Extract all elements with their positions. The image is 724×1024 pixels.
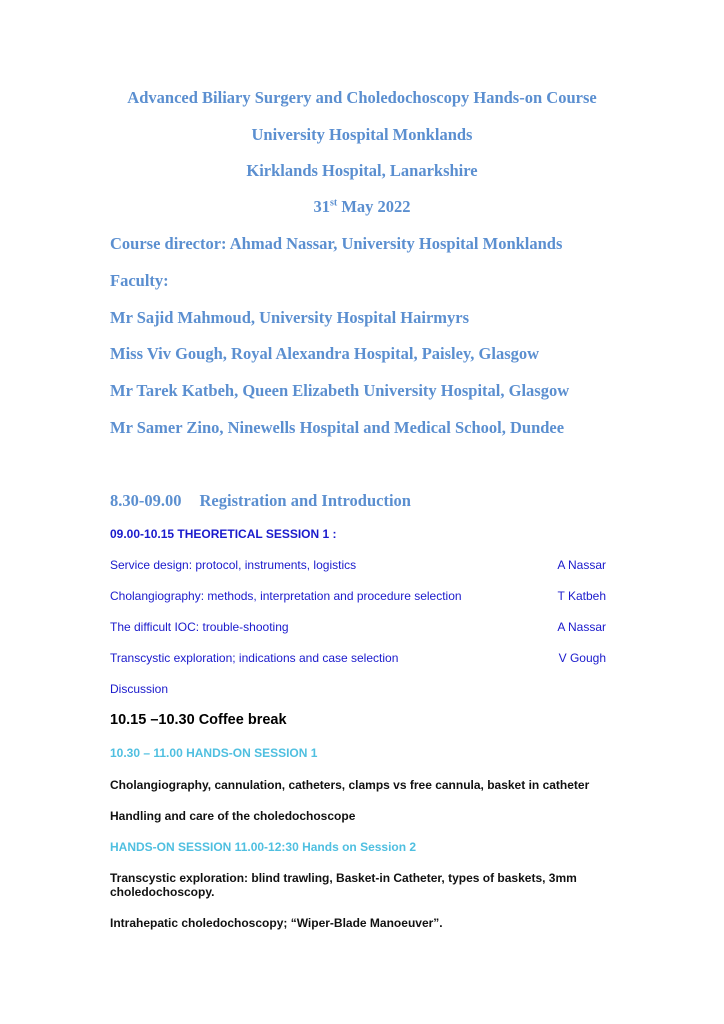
hands-on-2-item: Transcystic exploration: blind trawling, Basket-in Catheter, types of baskets, 3mm	[110, 871, 577, 885]
hands-on-2-item: Intrahepatic choledochoscopy; “Wiper-Blade Manoeuver”.	[110, 916, 443, 930]
date-suffix: st	[329, 197, 338, 209]
theory-speaker: V Gough	[558, 651, 606, 665]
theory-topic: Transcystic exploration; indications and case selection	[110, 651, 399, 665]
theory-topic: Discussion	[110, 682, 169, 696]
hands-on-1-item: Cholangiography, cannulation, catheters, clamps vs free cannula, basket in catheter	[110, 778, 590, 792]
hands-on-2-heading: HANDS-ON SESSION 11.00-12:30 Hands on Session 2	[110, 840, 417, 854]
theory-speaker: T Katbeh	[557, 589, 606, 603]
registration-time: 8.30-09.00	[110, 491, 182, 510]
theory-speaker: A Nassar	[557, 558, 606, 572]
course-title: Advanced Biliary Surgery and Choledochoscopy Hands-on Course	[127, 88, 597, 107]
course-date	[0, 197, 724, 217]
faculty-member: Mr Tarek Katbeh, Queen Elizabeth University Hospital, Glasgow	[110, 381, 570, 400]
hands-on-1-heading: 10.30 – 11.00 HANDS-ON SESSION 1	[110, 746, 318, 760]
date-rest: May 2022	[337, 197, 411, 216]
theory-topic: Service design: protocol, instruments, logistics	[110, 558, 357, 572]
theory-speaker: A Nassar	[557, 620, 606, 634]
theory-topic: The difficult IOC: trouble-shooting	[110, 620, 289, 634]
registration-row	[110, 491, 411, 511]
theory-session-heading: 09.00-10.15 THEORETICAL SESSION 1 :	[110, 527, 337, 541]
host-hospital: University Hospital Monklands	[251, 125, 473, 144]
venue: Kirklands Hospital, Lanarkshire	[246, 161, 478, 180]
hands-on-2-item-cont: choledochoscopy.	[110, 885, 215, 899]
registration-label: Registration and Introduction	[199, 491, 411, 510]
theory-topic: Cholangiography: methods, interpretation and procedure selection	[110, 589, 462, 603]
faculty-label: Faculty:	[110, 271, 169, 290]
course-director: Course director: Ahmad Nassar, University Hospital Monklands	[110, 234, 563, 253]
date-day: 31	[313, 197, 330, 216]
faculty-member: Mr Sajid Mahmoud, University Hospital Hairmyrs	[110, 308, 470, 327]
faculty-member: Mr Samer Zino, Ninewells Hospital and Medical School, Dundee	[110, 418, 565, 437]
coffee-break: 10.15 –10.30 Coffee break	[110, 712, 287, 728]
hands-on-1-item: Handling and care of the choledochoscope	[110, 809, 356, 823]
faculty-member: Miss Viv Gough, Royal Alexandra Hospital, Paisley, Glasgow	[110, 344, 540, 363]
